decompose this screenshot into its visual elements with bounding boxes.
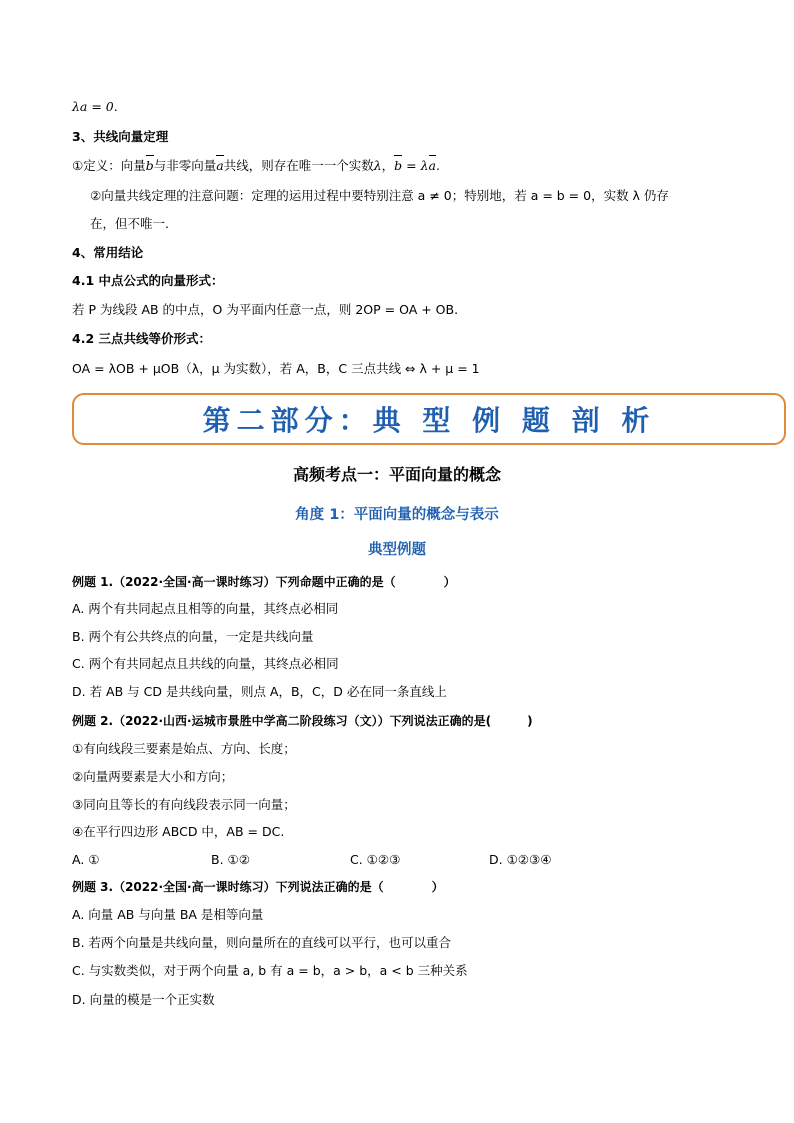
example-1-option-d: D. 若 AB 与 CD 是共线向量，则点 A，B，C，D 必在同一条直线上 [72, 684, 447, 699]
lambda-symbol: λ [373, 158, 382, 173]
example-2-option-b: B. ①② [211, 852, 250, 867]
example-2-statement-1: ①有向线段三要素是始点、方向、长度； [72, 741, 296, 756]
def-text-2: 与非零向量 [153, 158, 217, 173]
example-2-options [72, 851, 628, 869]
example-2-statement-4: ④在平行四边形 ABCD 中，AB = DC. [72, 824, 285, 839]
example-3-option-d: D. 向量的模是一个正实数 [72, 992, 215, 1007]
angle-heading: 角度 1：平面向量的概念与表示 [295, 507, 499, 523]
example-2-option-c: C. ①②③ [350, 852, 401, 867]
section-4-title: 4、常用结论 [72, 245, 144, 260]
example-3-option-b: B. 若两个向量是共线向量，则向量所在的直线可以平行，也可以重合 [72, 935, 452, 950]
formula-tail: λa = 0. [72, 99, 118, 114]
example-2-stem: 例题 2.（2022·山西·运城市景胜中学高二阶段练习（文））下列说法正确的是( ) [72, 714, 533, 728]
banner-title: 第二部分：典 型 例 题 剖 析 [202, 404, 656, 437]
section-3-note-line2: 在，但不唯一. [90, 216, 169, 231]
section-3-title: 3、共线向量定理 [72, 129, 169, 144]
example-3-option-c: C. 与实数类似，对于两个向量 a, b 有 a = b，a > b，a < b 三种关系 [72, 963, 468, 978]
section-42-text: OA = λOB + μOB（λ，μ 为实数），若 A，B，C 三点共线 ⇔ λ + μ = 1 [72, 361, 480, 376]
vector-b: b [145, 158, 154, 173]
section-banner [72, 393, 786, 445]
section-3-definition [72, 157, 440, 175]
example-1-option-a: A. 两个有共同起点且相等的向量，其终点必相同 [72, 601, 339, 616]
section-41-title: 4.1 中点公式的向量形式： [72, 273, 224, 288]
vector-a: a [216, 158, 224, 173]
example-1-option-c: C. 两个有共同起点且共线的向量，其终点必相同 [72, 656, 339, 671]
def-text-3: 共线，则存在唯一一个实数 [223, 158, 374, 173]
topic-heading: 高频考点一：平面向量的概念 [292, 465, 501, 484]
def-text-4: ， [381, 158, 395, 173]
def-formula: b = λa. [394, 158, 440, 173]
section-3-note-line1: ②向量共线定理的注意问题：定理的运用过程中要特别注意 a ≠ 0；特别地，若 a = b = 0，实数 λ 仍存 [90, 188, 669, 203]
example-3-option-a: A. 向量 AB 与向量 BA 是相等向量 [72, 907, 264, 922]
example-1-option-b: B. 两个有公共终点的向量，一定是共线向量 [72, 629, 314, 644]
section-42-title: 4.2 三点共线等价形式： [72, 331, 211, 346]
section-41-text: 若 P 为线段 AB 的中点，O 为平面内任意一点，则 2OP = OA + OB. [72, 302, 459, 317]
example-3-stem: 例题 3.（2022·全国·高一课时练习）下列说法正确的是（ ） [72, 880, 444, 894]
example-2-option-d: D. ①②③④ [489, 852, 552, 867]
example-2-option-a: A. ① [72, 852, 100, 867]
examples-heading: 典型例题 [368, 542, 426, 558]
example-2-statement-2: ②向量两要素是大小和方向； [72, 769, 234, 784]
example-1-stem: 例题 1.（2022·全国·高一课时练习）下列命题中正确的是（ ） [72, 575, 456, 589]
example-2-statement-3: ③同向且等长的有向线段表示同一向量； [72, 797, 296, 812]
def-text-1: ①定义：向量 [72, 158, 146, 173]
